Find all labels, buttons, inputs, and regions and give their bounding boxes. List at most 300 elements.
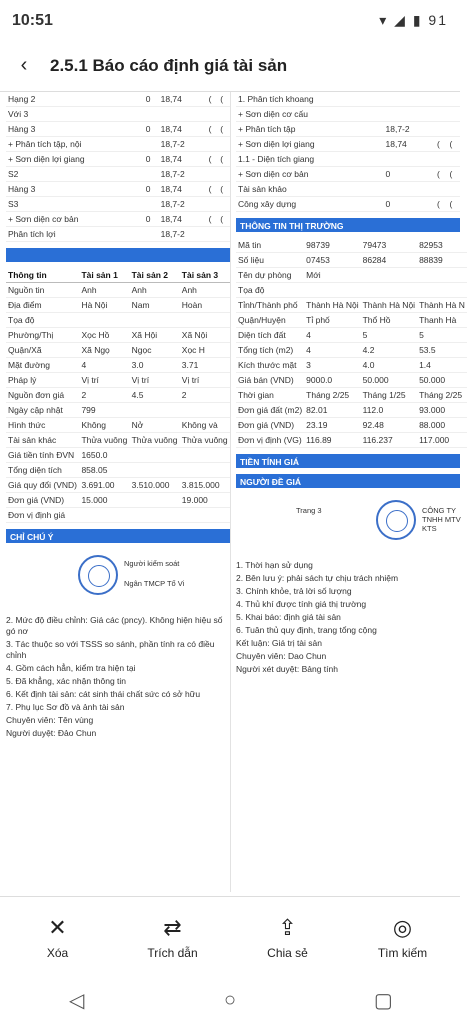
table-cell: Tổng diện tích <box>6 463 79 478</box>
table-cell: 4 <box>304 328 360 343</box>
table-cell: Tỉ phố <box>304 313 360 328</box>
table-cell: Tài sản khác <box>6 433 79 448</box>
signature-block <box>6 549 230 609</box>
notes-list <box>6 615 230 739</box>
table-cell: 98739 <box>304 238 360 253</box>
table-cell: Tháng 2/25 <box>304 388 360 403</box>
table-row <box>6 137 230 152</box>
signature-label: CÔNG TY TNHH MTV KTS <box>422 506 461 533</box>
action-label: Chia sẻ <box>267 945 308 960</box>
table-cell: Số liệu <box>236 253 304 268</box>
table-cell: Giá quy đổi (VND) <box>6 478 79 493</box>
table-cell: Mới <box>304 268 360 283</box>
share-button[interactable] <box>230 897 345 976</box>
table-cell: Vị trí <box>79 373 129 388</box>
table-cell: Tọa độ <box>6 313 79 328</box>
table-cell: 1650.0 <box>79 448 129 463</box>
quote-icon: ⇄ <box>163 914 182 940</box>
table-row <box>6 227 230 242</box>
table-cell <box>435 152 448 167</box>
comparison-table <box>6 268 230 523</box>
table-cell: 4.2 <box>361 343 417 358</box>
note-line: Chuyên viên: Dao Chun <box>236 651 327 661</box>
table-cell <box>417 283 467 298</box>
table-row <box>236 418 467 433</box>
table-cell: ( <box>447 137 460 152</box>
table-row <box>236 197 460 212</box>
table-cell: 112.0 <box>361 403 417 418</box>
table-row <box>6 152 230 167</box>
table-cell <box>144 227 159 242</box>
table-cell: Anh <box>130 283 180 298</box>
note-line: 7. Phụ lục Sơ đồ và ảnh tài sản <box>6 702 125 712</box>
note-line: 4. Thủ khí được tính giá thị trường <box>236 599 367 609</box>
search-button[interactable] <box>345 897 460 976</box>
table-cell <box>447 107 460 122</box>
table-cell: 88.000 <box>417 418 467 433</box>
table-cell: Tháng 1/25 <box>361 388 417 403</box>
table-cell <box>130 493 180 508</box>
table-cell <box>180 313 230 328</box>
note-line: 3. Tác thuộc so với TSSS so sánh, phần tính ra có điều chỉnh <box>6 639 215 660</box>
table-cell: 86284 <box>361 253 417 268</box>
table-cell: Anh <box>79 283 129 298</box>
table-cell <box>207 137 219 152</box>
table-cell: ( <box>435 167 448 182</box>
table-cell: 1.1 - Diện tích giang <box>236 152 384 167</box>
table-row <box>6 478 230 493</box>
table-cell: Thời gian <box>236 388 304 403</box>
table-cell <box>144 137 159 152</box>
table-row <box>6 448 230 463</box>
table-cell: Thổ Hồ <box>361 313 417 328</box>
column-header: Tài sản 3 <box>180 268 230 283</box>
action-bar <box>0 896 460 976</box>
table-cell <box>384 182 435 197</box>
table-cell <box>207 227 219 242</box>
table-cell: Thửa vuông <box>130 433 180 448</box>
table-cell <box>361 283 417 298</box>
right-top-table <box>236 92 460 212</box>
table-cell: 50.000 <box>361 373 417 388</box>
note-line: 2. Bên lưu ý: phải sách tự chịu trách nhiệm <box>236 573 399 583</box>
system-nav-bar <box>0 976 460 1024</box>
table-cell: + Sơn diện lợi giang <box>6 152 144 167</box>
action-label: Xóa <box>46 945 69 960</box>
table-row <box>236 283 467 298</box>
table-cell: Thửa vuông <box>79 433 129 448</box>
table-cell <box>207 167 219 182</box>
table-row <box>6 433 230 448</box>
table-cell: Thành Hà Nội <box>361 298 417 313</box>
table-cell: 50.000 <box>417 373 467 388</box>
signature-label: Ngân TMCP Tổ Vi <box>124 579 185 588</box>
table-cell: 18,7-2 <box>159 167 207 182</box>
table-cell <box>130 448 180 463</box>
table-row <box>6 298 230 313</box>
table-cell <box>144 167 159 182</box>
table-cell: 3.71 <box>180 358 230 373</box>
signature-block <box>236 494 460 554</box>
table-cell: 18,74 <box>159 212 207 227</box>
table-row <box>6 313 230 328</box>
table-cell: Mã tin <box>236 238 304 253</box>
table-cell: Nở <box>130 418 180 433</box>
table-cell: 116.89 <box>304 433 360 448</box>
table-cell <box>218 197 230 212</box>
table-cell <box>361 268 417 283</box>
table-cell: + Sơn diện cơ cấu <box>236 107 384 122</box>
table-row <box>236 268 467 283</box>
table-cell <box>435 107 448 122</box>
table-row <box>6 122 230 137</box>
note-line: Chuyên viên: Tên vùng <box>6 715 94 725</box>
table-cell: + Sơn diện lợi giang <box>236 137 384 152</box>
table-row <box>236 403 467 418</box>
table-row <box>236 373 467 388</box>
back-arrow-icon[interactable]: ‹ <box>20 54 28 76</box>
table-row <box>6 358 230 373</box>
table-cell: Xã Nội <box>180 328 230 343</box>
table-row <box>236 167 460 182</box>
table-row <box>236 137 460 152</box>
table-cell: 19.000 <box>180 493 230 508</box>
table-row <box>236 433 467 448</box>
nav-home-icon[interactable]: ○ <box>223 988 237 1011</box>
table-row <box>6 167 230 182</box>
table-cell: Tỉnh/Thành phố <box>236 298 304 313</box>
table-cell: Quận/Xã <box>6 343 79 358</box>
note-line: 5. Đã khẳng, xác nhận thông tin <box>6 676 127 686</box>
table-cell: 15.000 <box>79 493 129 508</box>
table-cell <box>435 92 448 107</box>
table-cell: Đơn vị định giá <box>6 508 79 523</box>
table-cell: Với 3 <box>6 107 144 122</box>
table-cell: 0 <box>144 152 159 167</box>
table-cell: + Sơn diện cơ bản <box>236 167 384 182</box>
table-cell: 18,74 <box>159 122 207 137</box>
table-cell: 4.5 <box>130 388 180 403</box>
table-cell <box>180 448 230 463</box>
search-icon: ◎ <box>392 914 413 940</box>
table-cell: 0 <box>384 197 435 212</box>
table-row <box>236 298 467 313</box>
status-bar <box>0 0 460 40</box>
table-cell: Không <box>79 418 129 433</box>
table-cell <box>130 403 180 418</box>
table-cell <box>79 313 129 328</box>
table-row <box>236 107 460 122</box>
table-cell: 0 <box>144 122 159 137</box>
table-cell: ( <box>218 122 230 137</box>
table-cell <box>218 167 230 182</box>
note-line: 6. Kết định tài sản: cát sinh thái chất sức có sở hữu <box>6 689 201 699</box>
table-cell: Kích thước mặt <box>236 358 304 373</box>
document-page-right <box>236 92 465 892</box>
table-cell: Phường/Thị <box>6 328 79 343</box>
table-cell: 1. Phân tích khoang <box>236 92 384 107</box>
table-cell: 1.4 <box>417 358 467 373</box>
table-cell: 3.0 <box>130 358 180 373</box>
close-icon: ✕ <box>48 914 67 940</box>
table-header-row <box>6 268 230 283</box>
table-row <box>6 418 230 433</box>
note-line: 6. Tuân thủ quy định, trang tổng cộng <box>236 625 377 635</box>
table-row <box>236 92 460 107</box>
app-bar <box>0 40 460 92</box>
table-cell: Tên dự phòng <box>236 268 304 283</box>
table-cell <box>447 92 460 107</box>
note-line: 5. Khai báo: định giá tài sản <box>236 612 341 622</box>
table-cell <box>447 182 460 197</box>
table-cell: Nguồn tin <box>6 283 79 298</box>
table-cell: 3.510.000 <box>130 478 180 493</box>
table-cell <box>384 152 435 167</box>
table-row <box>6 92 230 107</box>
table-row <box>6 463 230 478</box>
table-cell: Tọa độ <box>236 283 304 298</box>
column-header: Tài sản 1 <box>79 268 129 283</box>
table-row <box>236 343 467 358</box>
table-cell: 3 <box>304 358 360 373</box>
table-row <box>6 388 230 403</box>
table-cell: S3 <box>6 197 144 212</box>
table-cell: Xọc H <box>180 343 230 358</box>
table-cell: 799 <box>79 403 129 418</box>
table-cell: 18,74 <box>159 92 207 107</box>
table-row <box>6 107 230 122</box>
table-cell: 18,74 <box>384 137 435 152</box>
signature-label: Người kiểm soát <box>124 559 180 568</box>
table-cell: 2 <box>180 388 230 403</box>
table-cell <box>447 152 460 167</box>
table-cell: 93.000 <box>417 403 467 418</box>
table-cell: ( <box>447 167 460 182</box>
table-cell: 53.5 <box>417 343 467 358</box>
table-cell: Đơn vị định (VG) <box>236 433 304 448</box>
table-cell <box>435 182 448 197</box>
table-cell: 82953 <box>417 238 467 253</box>
action-label: Trích dẫn <box>147 945 198 960</box>
table-cell: Thành Hà N <box>417 298 467 313</box>
table-cell <box>218 137 230 152</box>
table-row <box>6 328 230 343</box>
table-cell: + Phân tích tập <box>236 122 384 137</box>
table-cell: Xã Ngọ <box>79 343 129 358</box>
table-cell: Không và <box>180 418 230 433</box>
table-cell: Ngọc <box>130 343 180 358</box>
table-cell: 3.815.000 <box>180 478 230 493</box>
note-line: Người xét duyệt: Bảng tính <box>236 664 338 674</box>
table-cell: Nguồn đơn giá <box>6 388 79 403</box>
table-cell: 82.01 <box>304 403 360 418</box>
table-cell: ( <box>435 137 448 152</box>
table-cell <box>130 508 180 523</box>
table-cell: Thành Hà Nội <box>304 298 360 313</box>
table-row <box>6 493 230 508</box>
table-cell: 3.691.00 <box>79 478 129 493</box>
column-header: Thông tin <box>6 268 79 283</box>
table-cell: Phân tích lợi <box>6 227 144 242</box>
note-line: 1. Thời hạn sử dụng <box>236 560 313 570</box>
table-row <box>6 212 230 227</box>
market-table <box>236 238 467 448</box>
section-band: NGƯỜI ĐỀ GIÁ <box>236 474 460 488</box>
table-cell: Thanh Hà <box>417 313 467 328</box>
table-cell: 117.000 <box>417 433 467 448</box>
table-cell: 0 <box>144 182 159 197</box>
table-cell: Xã Hội <box>130 328 180 343</box>
table-cell: + Sơn diện cơ bản <box>6 212 144 227</box>
table-cell: ( <box>207 122 219 137</box>
table-cell: ( <box>218 212 230 227</box>
table-cell <box>79 508 129 523</box>
table-cell: 18,7-2 <box>159 227 207 242</box>
table-row <box>6 403 230 418</box>
note-line: Kết luận: Giá trị tài sản <box>236 638 322 648</box>
table-cell <box>130 313 180 328</box>
table-cell: Đơn giá đất (m2) <box>236 403 304 418</box>
page-divider <box>230 92 231 892</box>
table-cell: Hoàn <box>180 298 230 313</box>
table-cell: ( <box>207 182 219 197</box>
table-cell <box>384 92 435 107</box>
table-cell: Thửa vuông <box>180 433 230 448</box>
table-cell <box>218 107 230 122</box>
table-cell: 9000.0 <box>304 373 360 388</box>
table-cell: 0 <box>144 92 159 107</box>
page-title: 2.5.1 Báo cáo định giá tài sản <box>50 56 288 75</box>
table-cell: Giá tiền tính ĐVN <box>6 448 79 463</box>
status-icons: ▾ ◢ ▮ 91 <box>379 12 448 28</box>
quote-button[interactable] <box>115 897 230 976</box>
table-cell: 23.19 <box>304 418 360 433</box>
nav-back-icon[interactable]: ◁ <box>68 989 85 1012</box>
table-cell: Vị trí <box>130 373 180 388</box>
signature-label: Trang 3 <box>296 506 322 515</box>
table-cell: 79473 <box>361 238 417 253</box>
section-band: THÔNG TIN THỊ TRƯỜNG <box>236 218 460 232</box>
section-band: TIỀN TÍNH GIÁ <box>236 454 460 468</box>
share-icon: ⇪ <box>278 914 297 940</box>
notes-list <box>236 560 460 675</box>
table-cell: Vị trí <box>180 373 230 388</box>
table-cell <box>447 122 460 137</box>
table-cell: Ngày cập nhật <box>6 403 79 418</box>
table-cell <box>207 107 219 122</box>
table-cell: Mặt đường <box>6 358 79 373</box>
table-cell: 5 <box>361 328 417 343</box>
table-cell: ( <box>218 92 230 107</box>
note-line: 4. Gồm cách hẳn, kiểm tra hiện tại <box>6 663 136 673</box>
table-cell: 4 <box>304 343 360 358</box>
table-row <box>6 283 230 298</box>
note-line: 2. Mức độ điều chỉnh: Giá các (pncy). Không hiện hiệu số gó nơ <box>6 615 223 636</box>
table-row <box>236 238 467 253</box>
table-row <box>6 182 230 197</box>
table-cell: Giá bán (VND) <box>236 373 304 388</box>
table-cell: ( <box>207 92 219 107</box>
table-row <box>236 182 460 197</box>
document-page-left <box>6 92 230 892</box>
stamp-seal-icon <box>376 500 416 540</box>
table-row <box>236 313 467 328</box>
status-time: 10:51 <box>12 12 53 29</box>
table-cell: 4.0 <box>361 358 417 373</box>
table-cell: 92.48 <box>361 418 417 433</box>
table-cell: ( <box>218 152 230 167</box>
table-row <box>6 373 230 388</box>
table-row <box>236 358 467 373</box>
table-cell: Hàng 3 <box>6 182 144 197</box>
table-cell: Đơn giá (VND) <box>236 418 304 433</box>
table-cell: + Phân tích tập, nội <box>6 137 144 152</box>
delete-button[interactable] <box>0 897 115 976</box>
table-cell: 0 <box>384 167 435 182</box>
note-line: Người duyệt: Đảo Chun <box>6 728 97 738</box>
table-cell: Hà Nội <box>79 298 129 313</box>
table-cell: Pháp lý <box>6 373 79 388</box>
table-cell: 4 <box>79 358 129 373</box>
table-cell: 5 <box>417 328 467 343</box>
table-cell <box>180 508 230 523</box>
table-cell: 858.05 <box>79 463 129 478</box>
table-cell <box>180 463 230 478</box>
table-cell: Công xây dựng <box>236 197 384 212</box>
table-cell: 18,74 <box>159 152 207 167</box>
table-cell <box>159 107 207 122</box>
table-cell <box>207 197 219 212</box>
note-line: 3. Chính khỏe, trả lời số lượng <box>236 586 352 596</box>
table-row <box>236 328 467 343</box>
action-label: Tìm kiếm <box>377 945 428 960</box>
table-cell: 07453 <box>304 253 360 268</box>
table-cell: 18,7-2 <box>384 122 435 137</box>
table-cell: Hàng 3 <box>6 122 144 137</box>
column-header: Tài sản 2 <box>130 268 180 283</box>
table-cell: Nam <box>130 298 180 313</box>
table-row <box>6 343 230 358</box>
stamp-seal-icon <box>78 555 118 595</box>
table-cell: Diện tích đất <box>236 328 304 343</box>
table-cell: Tổng tích (m2) <box>236 343 304 358</box>
table-cell: S2 <box>6 167 144 182</box>
table-cell: Anh <box>180 283 230 298</box>
table-cell: 18,74 <box>159 182 207 197</box>
table-cell <box>384 107 435 122</box>
table-cell <box>144 197 159 212</box>
nav-recent-icon[interactable]: ▢ <box>373 989 393 1012</box>
table-cell: Tháng 2/25 <box>417 388 467 403</box>
table-row <box>236 152 460 167</box>
table-row <box>236 388 467 403</box>
table-row <box>6 197 230 212</box>
table-cell <box>130 463 180 478</box>
table-cell <box>417 268 467 283</box>
table-cell: 2 <box>79 388 129 403</box>
table-cell <box>304 283 360 298</box>
table-cell: ( <box>207 212 219 227</box>
table-cell: ( <box>435 197 448 212</box>
table-cell: Xọc Hồ <box>79 328 129 343</box>
table-cell: ( <box>207 152 219 167</box>
table-cell: Địa điểm <box>6 298 79 313</box>
table-cell <box>180 403 230 418</box>
table-row <box>6 508 230 523</box>
table-row <box>236 253 467 268</box>
table-cell <box>435 122 448 137</box>
table-cell: 116.237 <box>361 433 417 448</box>
